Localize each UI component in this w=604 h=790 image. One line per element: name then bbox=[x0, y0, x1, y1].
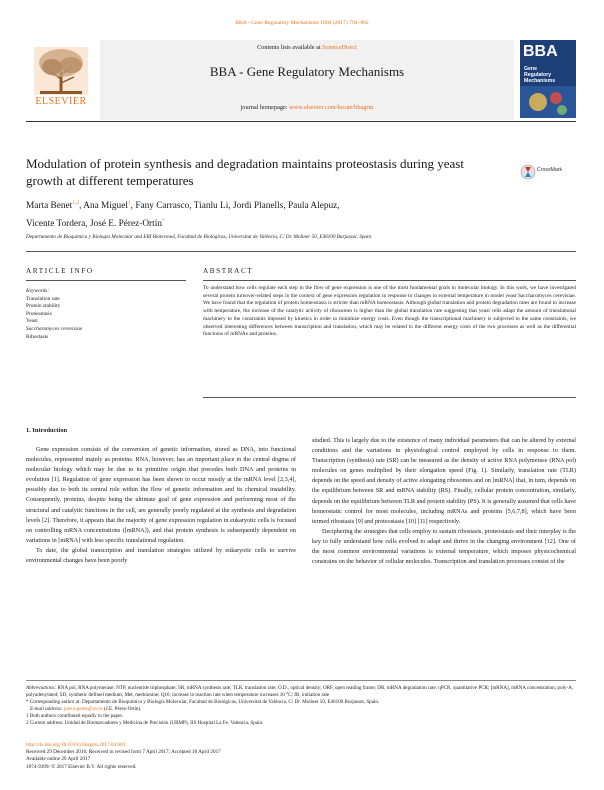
copyright: 1874-9399/ © 2017 Elsevier B.V. All rights reserved. bbox=[26, 763, 137, 770]
paragraph: Deciphering the strategies that cells employ to sustain ribostasis, proteostasis and their interplay is the key to fully understand how cells evolved to adapt and thrive in the changing environment [12]. One of the most common environmental variations is external temperature, which imposes physicochemical constrains on the behavior of cellular molecules. Transcription and translation processes consist of the bbox=[312, 527, 576, 566]
homepage-prefix: journal homepage: bbox=[240, 104, 290, 111]
author[interactable]: Marta Benet bbox=[26, 201, 73, 212]
author-separator: , bbox=[189, 201, 194, 212]
doi-link[interactable]: http://dx.doi.org/10.1016/j.bbagrm.2017.04.003 bbox=[26, 742, 126, 748]
keyword[interactable]: Saccharomyces cerevisiae bbox=[26, 325, 83, 332]
journal-cover bbox=[520, 40, 576, 118]
abbreviations-footnote bbox=[26, 685, 576, 699]
author[interactable]: Paula Alepuz bbox=[287, 201, 338, 212]
paragraph: Gene expression consists of the conversion of genetic information, stored as DNA, into functional molecules, represented mainly as proteins. RNA, however, has an important place in the central dogma of molecular biology which may be due to its primitive origin that precedes both DNA and proteins in evolution [1]. Regulation of gene expression has been shown to occur mostly at the mRNA level [2,3,4], possibly due to both its central role within the flow of genetic information and its chemical instability. Consequently, proteins, despite being the ultimate goal of gene expression and performing most of the structural and catalytic functions in the cell, are generally poorly regulated at the synthesis and degradation levels [2]. Therefore, it appears that the majority of gene expression regulation in eukaryotic cells is focused on controlling mRNA concentrations ([mRNA]), and that protein synthesis is subsequently dependent on variations in [mRNA] with less specific translational regulation. bbox=[26, 446, 296, 544]
sciencedirect-link[interactable]: ScienceDirect bbox=[322, 44, 357, 51]
cover-subtitle-line: Mechanisms bbox=[524, 78, 556, 84]
elsevier-wordmark: ELSEVIER bbox=[35, 96, 87, 107]
author-list bbox=[26, 196, 496, 232]
keyword[interactable]: Proteostasis bbox=[26, 310, 52, 317]
paragraph: studied. This is largely due to the existence of many individual parameters that can be altered by external conditions and the variations in physiological control employed by cells in response to them. Transcription (synthesis) rate (SR) can be measured as the density of active RNA polymerase (RNA pol) molecules on genes multiplied by their elongation speed (Fig. 1). Similarly, translation rate (TLR) depends on the speed and density of active elongating ribosomes and on [mRNA] that, in turn, depends on the equilibrium between SR and mRNA stability (RS). Finally, cellular protein concentration, similarly, depends on the equilibrium between TLR and protein stability (PS). It is generally assumed that cells have homeostatic control for most molecules, including mRNAs and proteins [5,6,7,8], which have been termed ribostasis [9] and proteostasis [10] [11] respectively. bbox=[312, 437, 576, 525]
author-marks: 1 bbox=[127, 200, 131, 206]
abbreviations-label: Abbreviations: bbox=[26, 685, 57, 691]
keywords-block bbox=[26, 288, 186, 341]
cover-title: BBA bbox=[523, 43, 558, 60]
email-suffix: (J.E. Pérez-Ortín). bbox=[102, 706, 142, 713]
cover-art-icon bbox=[520, 86, 576, 118]
author[interactable]: Jordi Planells bbox=[232, 201, 284, 212]
author-separator: , bbox=[283, 201, 288, 212]
keyword[interactable]: Ribostasis bbox=[26, 333, 49, 340]
article-info-heading: ARTICLE INFO bbox=[26, 267, 94, 275]
footnote-2: 2 Current address: Unidad de Biomarcadores y Medicina de Precisión (UBMP), IIS Hospital La Fe. Valencia, Spain. bbox=[26, 720, 264, 727]
footnote-divider bbox=[26, 680, 576, 681]
keyword[interactable]: Translation rate bbox=[26, 295, 60, 302]
email-label: E-mail address: bbox=[30, 706, 63, 713]
author-separator: , bbox=[130, 201, 136, 212]
header-divider bbox=[26, 121, 576, 122]
author-separator: , bbox=[228, 201, 233, 212]
abstract-text: To understand how cells regulate each step in the flow of gene expression is one of the most fundamental goals in molecular biology. In this work, we have investigated several protein turnover-related steps in the context of gene expression regulation in response to changes in external temperature in model yeast Saccharomyces cerevisiae. We have found that the regulation of protein homeostasis is stricter than mRNA homeostasis. Although global translation and protein degradation rates are found to increase with temperature, the increase of the catalytic activity of ribosomes is higher than the global translation rate suggesting that yeast cells adapt the amount of translational machinery to the constraints imposed by kinetics in order to minimize energy costs. Even though the transcriptional machinery is subjected to the same constraints, we observed interesting differences between transcription and translation, which may be related to the different energy costs of the two processes as well as the differential functions of mRNAs and proteins. bbox=[203, 285, 576, 338]
abstract-heading: ABSTRACT bbox=[203, 267, 254, 275]
author-marks: 1,2 bbox=[72, 200, 80, 206]
homepage-link[interactable]: www.elsevier.com/locate/bbagrm bbox=[289, 104, 374, 111]
author-marks: * bbox=[161, 218, 165, 225]
contents-prefix: Contents lists available at bbox=[257, 44, 323, 51]
cover-subtitle bbox=[524, 66, 555, 84]
received-dates: Received 29 December 2016; Received in revised form 7 April 2017; Accepted 18 April 2017 bbox=[26, 749, 221, 756]
body-column-right bbox=[312, 436, 576, 567]
author-separator: , bbox=[79, 201, 84, 212]
author[interactable]: Fany Carrasco bbox=[135, 201, 190, 212]
cover-subtitle-line: Gene bbox=[524, 66, 537, 72]
keywords-heading: Keywords: bbox=[26, 288, 50, 294]
affiliation-divider bbox=[26, 251, 576, 252]
author[interactable]: Tianlu Li bbox=[193, 201, 229, 212]
cover-subtitle-line: Regulatory bbox=[524, 72, 552, 78]
journal-reference: BBA - Gene Regulatory Mechanisms 1860 (2017) 794–802 bbox=[235, 20, 369, 26]
homepage-line bbox=[100, 104, 514, 111]
corresponding-author-note: * Corresponding author at: Departamento de Bioquímica y Biología Molecular, Facultad de Biológicas, Universitat de València, C/ Dr. Moliner 50, E46100 Burjassot, Spain. bbox=[26, 699, 380, 706]
keyword[interactable]: Yeast bbox=[26, 318, 38, 325]
abstract-divider bbox=[203, 280, 576, 281]
footnote-1: 1 Both authors contributed equally to the paper. bbox=[26, 713, 124, 720]
paragraph: To date, the global transcription and translation strategies utilized by eukaryotic cells to survive environmental changes have been poorly bbox=[26, 546, 296, 565]
abbreviations-text: RNA pol, RNA polymerase; NTP, nucleotide triphosphate; SR, mRNA synthesis rate; TLR, translation rate; O.D., optical density; ORF, open reading frame; DR, mRNA degradation rate; qPCR, quantitative PCR; [mRNA], mRNA concentration; poly-A, polyadenylated; SD, synthetic defined medium; Met, methionine; Q10, increase in reaction rate when temperature increases 10 °C; IR, initiation rate bbox=[26, 685, 574, 699]
author-separator: , bbox=[337, 201, 340, 212]
publication-info bbox=[26, 742, 576, 771]
author[interactable]: Vicente Tordera bbox=[26, 219, 86, 230]
email-link[interactable]: jose.e.perez@uv.es bbox=[63, 706, 103, 713]
abstract-bottom-divider bbox=[203, 397, 576, 398]
keyword[interactable]: Protein stability bbox=[26, 303, 61, 310]
author[interactable]: Ana Miguel bbox=[83, 201, 128, 212]
crossmark-label: CrossMark bbox=[537, 167, 563, 173]
affiliation: Departamento de Bioquímica y Biología Molecular and ERI Biotecmed, Facultad de Biológicas, Universitat de València, C/ Dr. Moliner 50, E46100 Burjassot, Spain bbox=[26, 234, 372, 240]
article-title: Modulation of protein synthesis and degradation maintains proteostasis during yeast growth at different temperatures bbox=[26, 156, 464, 188]
online-date: Available online 29 April 2017 bbox=[26, 756, 91, 763]
section-heading: 1. Introduction bbox=[26, 427, 68, 434]
article-info-divider bbox=[26, 280, 186, 281]
contents-line bbox=[100, 44, 514, 51]
body-column-left bbox=[26, 445, 296, 566]
author-separator: , bbox=[85, 219, 90, 230]
footnotes bbox=[26, 685, 576, 728]
author[interactable]: José E. Pérez-Ortín bbox=[89, 219, 162, 230]
journal-name: BBA - Gene Regulatory Mechanisms bbox=[209, 64, 405, 79]
email-note bbox=[26, 706, 576, 713]
